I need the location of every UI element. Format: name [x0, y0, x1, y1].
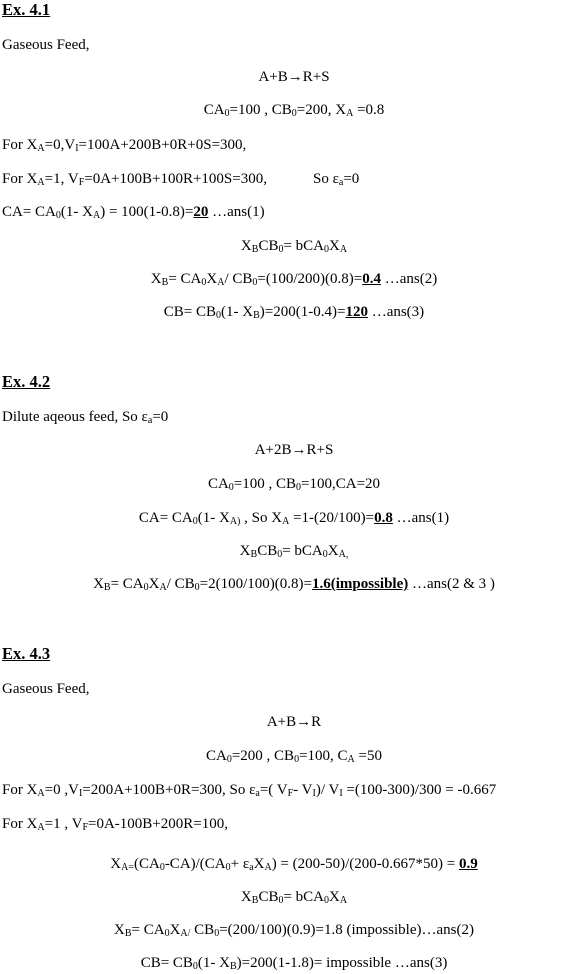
subscript: 0 — [322, 549, 328, 560]
answer-value: 20 — [193, 204, 209, 220]
text-segment: A+B→R+S — [258, 69, 330, 85]
subscript: 0 — [228, 482, 234, 493]
text-segment: =0.8 — [353, 102, 385, 118]
subscript: 0 — [324, 244, 329, 255]
text-segment: CA= CA — [2, 204, 56, 220]
text-segment: =1-(20/100)= — [289, 510, 375, 526]
text-segment: =100A+200B+0R+0S=300, — [78, 137, 247, 153]
subscript: a — [147, 415, 153, 426]
subscript: A — [159, 582, 167, 593]
answer-line — [0, 855, 588, 873]
subscript: A — [37, 177, 45, 188]
subscript: 0 — [224, 108, 230, 119]
text-segment: =0 — [152, 409, 169, 425]
text-segment: =200, X — [296, 102, 347, 118]
text-segment: =50 — [354, 748, 382, 764]
answer-line — [0, 954, 588, 972]
subscript: 0 — [252, 277, 258, 288]
text-line — [0, 542, 588, 560]
text-segment: = CA — [168, 271, 202, 287]
text-segment: = CA — [110, 576, 144, 592]
text-segment: …ans(3) — [367, 304, 425, 320]
text-segment: For X — [2, 171, 38, 187]
text-segment: - V — [293, 782, 313, 798]
text-segment: =(100-300)/300 = -0.667 — [342, 782, 497, 798]
subscript: B — [124, 928, 132, 939]
text-segment: Gaseous Feed, — [2, 37, 90, 53]
subscript: 0 — [192, 961, 198, 972]
text-segment: CA — [206, 748, 227, 764]
text-segment: …ans(1) — [392, 510, 450, 526]
subscript: A — [347, 754, 355, 765]
text-segment: =1 , V — [44, 816, 83, 832]
text-segment: / CB — [224, 271, 253, 287]
text-segment: CB= CB — [140, 955, 193, 971]
subscript: A — [37, 143, 45, 154]
text-segment: X — [169, 922, 181, 938]
answer-value: 0.8 — [374, 510, 393, 526]
subscript: 0 — [159, 862, 165, 873]
text-segment: =0A-100B+200R=100, — [88, 816, 228, 832]
subscript: 0 — [226, 754, 232, 765]
text-segment: For X — [2, 782, 38, 798]
text-line — [2, 170, 359, 188]
text-line — [0, 101, 588, 119]
text-segment: =0A+100B+100R+100S=300, — [84, 171, 267, 187]
answer-value: 0.4 — [362, 271, 381, 287]
text-segment: ) = 100(1-0.8)= — [100, 204, 194, 220]
text-segment: Dilute aqeous feed, So ε — [2, 409, 148, 425]
answer-line — [0, 575, 588, 593]
subscript: a — [249, 862, 254, 873]
text-line — [2, 36, 89, 54]
text-segment: = bCA — [283, 238, 324, 254]
text-segment: X — [329, 238, 340, 254]
text-segment: A+2B→R+S — [254, 442, 334, 458]
subscript: 0 — [164, 928, 170, 939]
subscript: F — [82, 822, 88, 833]
subscript: F — [78, 177, 85, 188]
subscript: 0 — [192, 516, 198, 527]
answer-line — [0, 270, 588, 288]
subscript: I — [312, 788, 316, 799]
subscript: 0 — [277, 549, 283, 560]
text-segment: X — [110, 856, 122, 872]
text-segment: CB — [258, 889, 279, 905]
text-segment: …ans(2) — [380, 271, 438, 287]
text-segment: X — [240, 238, 252, 254]
subscript: A — [346, 108, 354, 119]
text-line — [0, 888, 588, 906]
text-segment: (CA — [133, 856, 160, 872]
text-line — [0, 475, 588, 493]
subscript: A — [282, 516, 290, 527]
subscript: A — [92, 210, 101, 221]
text-segment: =200 , CB — [231, 748, 295, 764]
answer-value: 0.9 — [459, 856, 478, 872]
subscript: B — [103, 582, 111, 593]
subscript: B — [161, 277, 169, 288]
text-segment: )/ V — [315, 782, 340, 798]
subscript: 0 — [278, 244, 284, 255]
text-segment: + ε — [230, 856, 250, 872]
text-segment: / CB — [166, 576, 195, 592]
subscript: 0 — [324, 895, 329, 906]
subscript: 0 — [291, 108, 297, 119]
subscript: 0 — [294, 754, 300, 765]
subscript: a — [255, 788, 260, 799]
text-line — [2, 815, 228, 833]
text-segment: (1- X — [221, 304, 254, 320]
text-line — [0, 747, 588, 765]
text-segment: = bCA — [282, 543, 323, 559]
subscript: 0 — [278, 895, 284, 906]
text-segment: =1, V — [44, 171, 79, 187]
subscript: B — [253, 310, 260, 321]
text-segment: X — [327, 543, 339, 559]
text-segment: CA — [203, 102, 225, 118]
answer-value: 1.6(impossible) — [311, 576, 409, 592]
subscript: A — [37, 788, 45, 799]
subscript: 0 — [225, 862, 231, 873]
subscript: A — [217, 277, 225, 288]
text-segment: X — [93, 576, 104, 592]
text-segment: (1- X — [60, 204, 93, 220]
text-segment: =100,CA=20 — [301, 476, 381, 492]
subscript: 0 — [201, 277, 207, 288]
text-segment: X — [148, 576, 160, 592]
text-segment: CA= CA — [138, 510, 193, 526]
text-segment: X — [329, 889, 340, 905]
text-line — [2, 781, 496, 799]
reaction-equation — [0, 441, 588, 459]
text-segment: …ans(2 & 3 ) — [408, 576, 495, 592]
text-segment: X — [253, 856, 265, 872]
subscript: B — [251, 244, 259, 255]
text-segment: CB — [257, 543, 278, 559]
subscript: A) — [229, 516, 241, 527]
text-segment: CA — [207, 476, 229, 492]
text-segment: =( V — [259, 782, 288, 798]
text-segment: =0 ,V — [44, 782, 79, 798]
text-segment: ) = (200-50)/(200-0.667*50) = — [271, 856, 459, 872]
subscript: A — [339, 895, 348, 906]
text-segment: CB — [190, 922, 215, 938]
text-segment: (1- X — [197, 510, 230, 526]
subscript: B — [230, 961, 237, 972]
answer-line — [2, 203, 265, 221]
text-segment: For X — [2, 816, 38, 832]
answer-line — [0, 921, 588, 939]
subscript: 0 — [55, 210, 61, 221]
text-segment: =2(100/100)(0.8)= — [199, 576, 312, 592]
text-segment: X — [239, 543, 251, 559]
text-line — [2, 408, 168, 426]
text-segment: -CA)/(CA — [164, 856, 226, 872]
subscript: 0 — [296, 482, 302, 493]
subscript: A/ — [180, 928, 191, 939]
subscript: A — [339, 244, 348, 255]
text-segment: =100 , CB — [233, 476, 297, 492]
subscript: A= — [121, 862, 134, 873]
subscript: a — [338, 177, 344, 188]
subscript: 0 — [194, 582, 200, 593]
text-segment: X — [206, 271, 218, 287]
subscript: 0 — [143, 582, 149, 593]
subscript: B — [250, 549, 258, 560]
reaction-equation — [0, 713, 588, 731]
text-segment: =200A+100B+0R=300, So ε — [82, 782, 256, 798]
text-segment: , So X — [240, 510, 283, 526]
text-segment: =100 , CB — [229, 102, 292, 118]
answer-line — [0, 303, 588, 321]
text-segment: X — [114, 922, 125, 938]
reaction-equation — [0, 68, 588, 86]
text-segment: =100, C — [299, 748, 348, 764]
subscript: A — [264, 862, 272, 873]
subscript: 0 — [214, 928, 220, 939]
text-segment: CB — [258, 238, 279, 254]
text-segment: X — [240, 889, 252, 905]
subscript: I — [339, 788, 343, 799]
subscript: A — [37, 822, 45, 833]
text-line — [2, 680, 89, 698]
subscript: B — [251, 895, 259, 906]
answer-value: 120 — [345, 304, 368, 320]
text-segment: )=200(1-0.4)= — [259, 304, 346, 320]
text-segment: =(200/100)(0.9)=1.8 (impossible)…ans(2) — [219, 922, 474, 938]
text-segment: (1- X — [197, 955, 230, 971]
section-heading: Ex. 4.3 — [2, 644, 51, 663]
text-line — [0, 237, 588, 255]
subscript: I — [78, 788, 83, 799]
text-segment: = CA — [131, 922, 165, 938]
subscript: 0 — [216, 310, 222, 321]
text-line — [2, 136, 246, 154]
text-segment: CB= CB — [163, 304, 217, 320]
subscript: F — [287, 788, 294, 799]
text-segment: =(100/200)(0.8)= — [257, 271, 363, 287]
text-segment: =0,V — [44, 137, 76, 153]
text-segment: X — [150, 271, 162, 287]
text-segment: = bCA — [283, 889, 324, 905]
text-segment: So ε — [312, 171, 339, 187]
text-segment: Gaseous Feed, — [2, 681, 90, 697]
subscript: A, — [338, 549, 349, 560]
subscript: I — [75, 143, 79, 154]
section-heading: Ex. 4.1 — [2, 0, 51, 19]
text-segment: …ans(1) — [208, 204, 265, 220]
text-segment: For X — [2, 137, 38, 153]
text-segment: A+B→R — [266, 714, 322, 730]
answer-line — [0, 509, 588, 527]
text-segment: )=200(1-1.8)= impossible …ans(3) — [236, 955, 448, 971]
section-heading: Ex. 4.2 — [2, 372, 51, 391]
text-segment: =0 — [343, 171, 360, 187]
